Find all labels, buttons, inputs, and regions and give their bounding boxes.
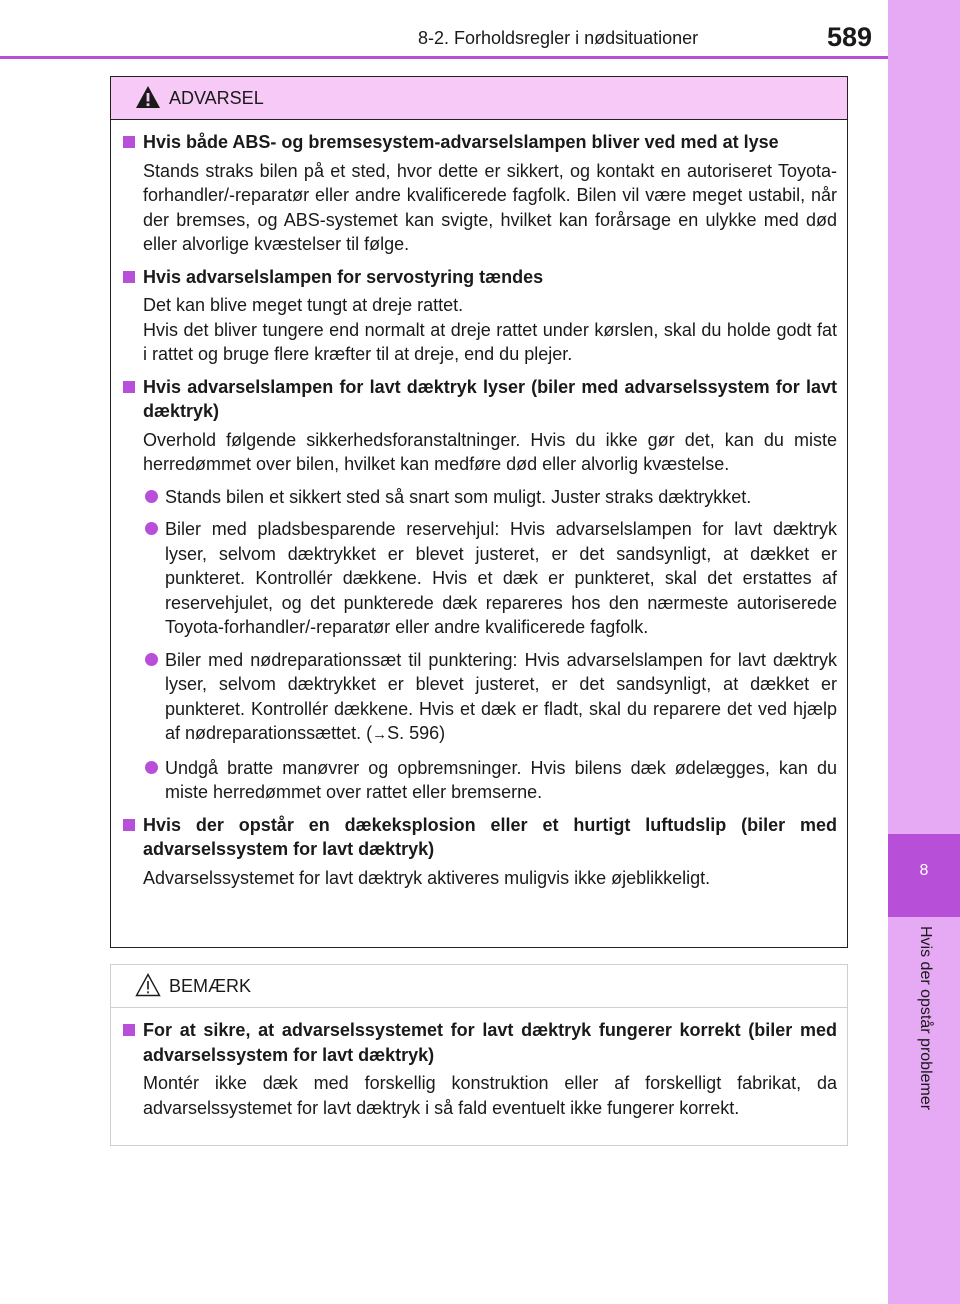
warning-label: ADVARSEL <box>169 88 264 108</box>
caution-icon <box>135 973 161 997</box>
warning-item-text: Stands straks bilen på et sted, hvor dette er sikkert, og kontakt en autoriseret Toyota-forhandler/-reparatør eller andre kvalificerede fagfolk. Bilen vil være meget ustabil, når der bremses, og ABS-systemet kan svigte, hvilket kan forårsage en ulykke med død eller alvorlige kvæstelser til følge. <box>143 160 837 254</box>
square-bullet-icon <box>123 1024 135 1036</box>
warning-item-title: Hvis advarselslampen for servostyring tændes <box>121 265 837 290</box>
arrow-right-icon: → <box>372 726 388 743</box>
square-bullet-icon <box>123 136 135 148</box>
list-item: Undgå bratte manøvrer og opbremsninger. Hvis bilens dæk ødelægges, kan du miste herredømmet over rattet eller bremserne. <box>121 756 837 805</box>
warning-item-text: Advarselssystemet for lavt dæktryk aktiveres muligvis ikke øjeblikkeligt. <box>143 867 711 888</box>
warning-item-title: Hvis advarselslampen for lavt dæktryk lyser (biler med advarselssystem for lavt dæktryk) <box>121 375 837 424</box>
list-item: Biler med pladsbesparende reservehjul: Hvis advarselslampen for lavt dæktryk lyser, selvom dæktrykket er blevet justeret, er det sandsynligt, at dækket er punkteret. Kontrollér dækkene. Hvis et dæk er punkteret, skal det erstattes af reservehjulet, og det punkterede dæk repareres hos den nærmeste autoriserede Toyota-forhandler/-reparatør eller andre kvalificerede fagfolk. <box>121 517 837 640</box>
round-bullet-icon <box>145 761 158 774</box>
warning-item-title: Hvis både ABS- og bremsesystem-advarselslampen bliver ved med at lyse <box>121 130 837 155</box>
warning-item-text: Overhold følgende sikkerhedsforanstaltninger. Hvis du ikke gør det, kan du miste herredømmet over bilen, hvilket kan medføre død eller alvorlig kvæstelse. <box>143 429 837 474</box>
page-number: 589 <box>827 22 873 52</box>
warning-item-text: Det kan blive meget tungt at dreje rattet. Hvis det bliver tungere end normalt at dreje rattet under kørslen, skal du holde godt fat i rattet og bruge flere kræfter til at dreje, end du plejer. <box>143 295 837 364</box>
round-bullet-icon <box>145 490 158 503</box>
page-reference[interactable]: S. 596) <box>387 723 446 743</box>
note-box <box>110 964 848 1146</box>
header-rule <box>0 56 888 59</box>
list-item: Stands bilen et sikkert sted så snart som muligt. Juster straks dæktrykket. <box>121 485 837 510</box>
square-bullet-icon <box>123 381 135 393</box>
warning-item-title: Hvis der opstår en dækeksplosion eller et hurtigt luftudslip (biler med advarselssystem for lavt dæktryk) <box>121 813 837 862</box>
chapter-title: Hvis der opstår problemer <box>917 926 934 1111</box>
square-bullet-icon <box>123 271 135 283</box>
round-bullet-icon <box>145 653 158 666</box>
warning-body <box>111 120 847 890</box>
square-bullet-icon <box>123 819 135 831</box>
chapter-title-wrap <box>888 926 960 1162</box>
warning-icon <box>135 85 161 109</box>
section-title: 8-2. Forholdsregler i nødsituationer <box>418 28 699 48</box>
round-bullet-icon <box>145 522 158 535</box>
note-item-text: Montér ikke dæk med forskellig konstruktion eller af forskelligt fabrikat, da advarselssystemet for lavt dæktryk i så fald eventuelt ikke fungerer korrekt. <box>143 1073 837 1118</box>
warning-box <box>110 76 848 948</box>
note-label: BEMÆRK <box>169 976 252 996</box>
warning-header <box>111 77 847 120</box>
note-header <box>111 965 847 1008</box>
chapter-number: 8 <box>919 862 929 879</box>
note-body <box>111 1008 847 1120</box>
note-item-title: For at sikre, at advarselssystemet for lavt dæktryk fungerer korrekt (biler med advarselssystem for lavt dæktryk) <box>121 1018 837 1067</box>
list-item: Biler med nødreparationssæt til punktering: Hvis advarselslampen for lavt dæktryk lyser, selvom dæktrykket er blevet justeret, er det sandsynligt, at dækket er punkteret. Kontrollér dækkene. Hvis et dæk er fladt, skal du reparere det ved hjælp af nødreparationssættet. (→S. 596) <box>121 648 837 748</box>
